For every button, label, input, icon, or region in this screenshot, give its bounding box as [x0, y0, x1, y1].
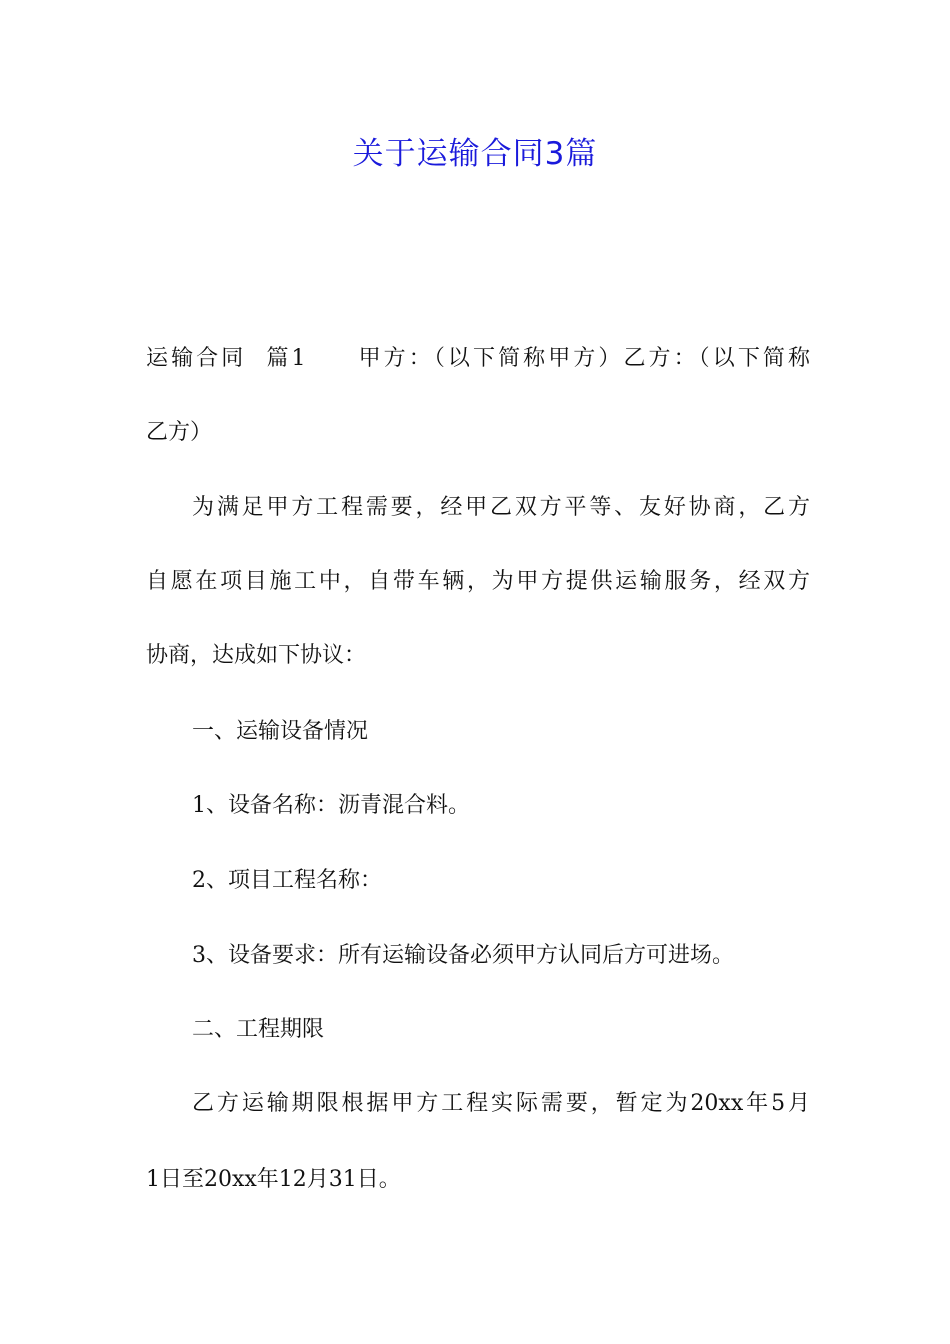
paragraph-line-2: 自愿在项目施工中，自带车辆，为甲方提供运输服务，经双方 — [146, 569, 810, 594]
section1-heading: 一、运输设备情况 — [192, 719, 369, 744]
section1-item-3: 3、设备要求：所有运输设备必须甲方认同后方可进场。 — [192, 943, 734, 968]
section1-item-1: 1、设备名称：沥青混合料。 — [192, 793, 470, 818]
party-a-text: 甲方：（以下简称甲方）乙方：（以下简称 — [355, 346, 810, 371]
section2-para-line-1: 乙方运输期限根据甲方工程实际需要，暂定为20xx年5月 — [192, 1091, 810, 1116]
section2-heading: 二、工程期限 — [192, 1017, 325, 1042]
document-title: 关于运输合同3篇 — [352, 136, 598, 172]
section1-item-2: 2、项目工程名称： — [192, 868, 382, 893]
section2-para-line-2: 1日至20xx年12月31日。 — [146, 1167, 401, 1192]
header-line — [146, 339, 810, 379]
paragraph-line-1: 为满足甲方工程需要，经甲乙双方平等、友好协商，乙方 — [192, 495, 810, 520]
section-label: 运输合同 篇1 — [146, 346, 306, 371]
party-b-continuation: 乙方） — [146, 420, 213, 445]
paragraph-line-3: 协商，达成如下协议： — [146, 643, 367, 668]
